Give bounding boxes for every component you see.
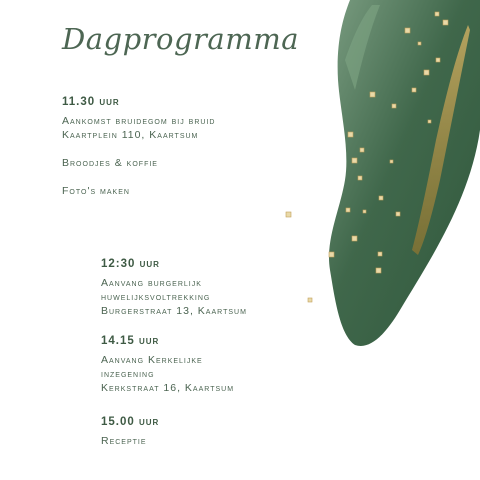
program-line: Kaartplein 110, Kaartsum bbox=[62, 129, 199, 141]
program-item-4 bbox=[101, 416, 159, 448]
program-line: Foto's maken bbox=[62, 185, 130, 197]
program-time: 14.15 uur bbox=[101, 335, 160, 347]
program-line: Receptie bbox=[101, 435, 147, 447]
program-time: 12:30 uur bbox=[101, 258, 160, 270]
program-line: huwelijksvoltrekking bbox=[101, 291, 211, 303]
program-time: 11.30 uur bbox=[62, 96, 120, 108]
page-title: Dagprogramma bbox=[62, 22, 299, 56]
program-line: Aanvang Kerkelijke bbox=[101, 354, 203, 366]
program-line: Kerkstraat 16, Kaartsum bbox=[101, 382, 235, 394]
program-line: Aankomst bruidegom bij bruid bbox=[62, 115, 216, 127]
program-line: Burgerstraat 13, Kaartsum bbox=[101, 305, 247, 317]
program-time: 15.00 uur bbox=[101, 416, 160, 428]
program-line: inzegening bbox=[101, 368, 155, 380]
program-item-1 bbox=[62, 96, 215, 198]
program-line: Aanvang burgerlijk bbox=[101, 277, 202, 289]
program-line: Broodjes & koffie bbox=[62, 157, 158, 169]
program-item-2 bbox=[101, 258, 247, 318]
program-item-3 bbox=[101, 335, 234, 395]
